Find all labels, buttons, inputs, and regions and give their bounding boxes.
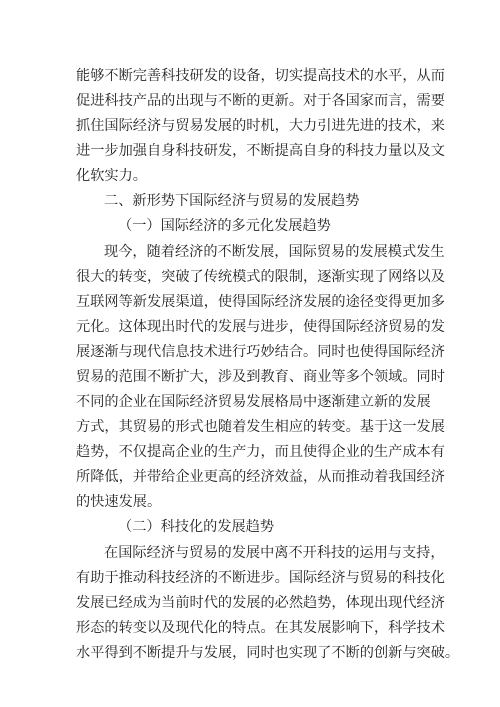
section-heading: 二、新形势下国际经济与贸易的发展趋势 bbox=[104, 193, 360, 209]
body-text-line: 水平得到不断提升与发展，同时也实现了不断的创新与突破。 bbox=[76, 645, 460, 661]
body-text-line: 展逐渐与现代信息技术进行巧妙结合。同时也使得国际经济 bbox=[76, 344, 445, 360]
body-text-line: 元化。这体现出时代的发展与进步，使得国际经济贸易的发 bbox=[76, 319, 445, 335]
subsection-heading: （一）国际经济的多元化发展趋势 bbox=[118, 218, 331, 234]
body-text-line: 促进科技产品的出现与不断的更新。对于各国家而言，需要 bbox=[76, 93, 445, 109]
body-text-line: 互联网等新发展渠道，使得国际经济发展的途径变得更加多 bbox=[76, 294, 445, 310]
subsection-heading: （二）科技化的发展趋势 bbox=[118, 519, 275, 535]
body-text-line: 能够不断完善科技研发的设备，切实提高技术的水平，从而 bbox=[76, 68, 445, 84]
body-text-line: 化软实力。 bbox=[76, 168, 147, 184]
body-text-line: 很大的转变，突破了传统模式的限制，逐渐实现了网络以及 bbox=[76, 269, 445, 285]
body-text-line: 有助于推动科技经济的不断进步。国际经济与贸易的科技化 bbox=[76, 570, 445, 586]
body-text-line: 不同的企业在国际经济贸易发展格局中逐渐建立新的发展 bbox=[76, 394, 431, 410]
body-text-line: 进一步加强自身科技研发，不断提高自身的科技力量以及文 bbox=[76, 143, 445, 159]
body-text-line: 形态的转变以及现代化的特点。在其发展影响下，科学技术 bbox=[76, 620, 445, 636]
body-text-line: 现今，随着经济的不断发展，国际贸易的发展模式发生 bbox=[104, 244, 445, 260]
body-text-line: 发展已经成为当前时代的发展的必然趋势，体现出现代经济 bbox=[76, 595, 445, 611]
body-text-line: 所降低，并带给企业更高的经济效益，从而推动着我国经济 bbox=[76, 469, 445, 485]
body-text-line: 的快速发展。 bbox=[76, 494, 162, 510]
body-text-line: 在国际经济与贸易的发展中离不开科技的运用与支持， bbox=[104, 545, 445, 561]
body-text-line: 方式，其贸易的形式也随着发生相应的转变。基于这一发展 bbox=[76, 419, 445, 435]
body-text-line: 抓住国际经济与贸易发展的时机，大力引进先进的技术，来 bbox=[76, 118, 445, 134]
body-text-line: 贸易的范围不断扩大，涉及到教育、商业等多个领域。同时 bbox=[76, 369, 445, 385]
body-text-line: 趋势，不仅提高企业的生产力，而且使得企业的生产成本有 bbox=[76, 444, 445, 460]
